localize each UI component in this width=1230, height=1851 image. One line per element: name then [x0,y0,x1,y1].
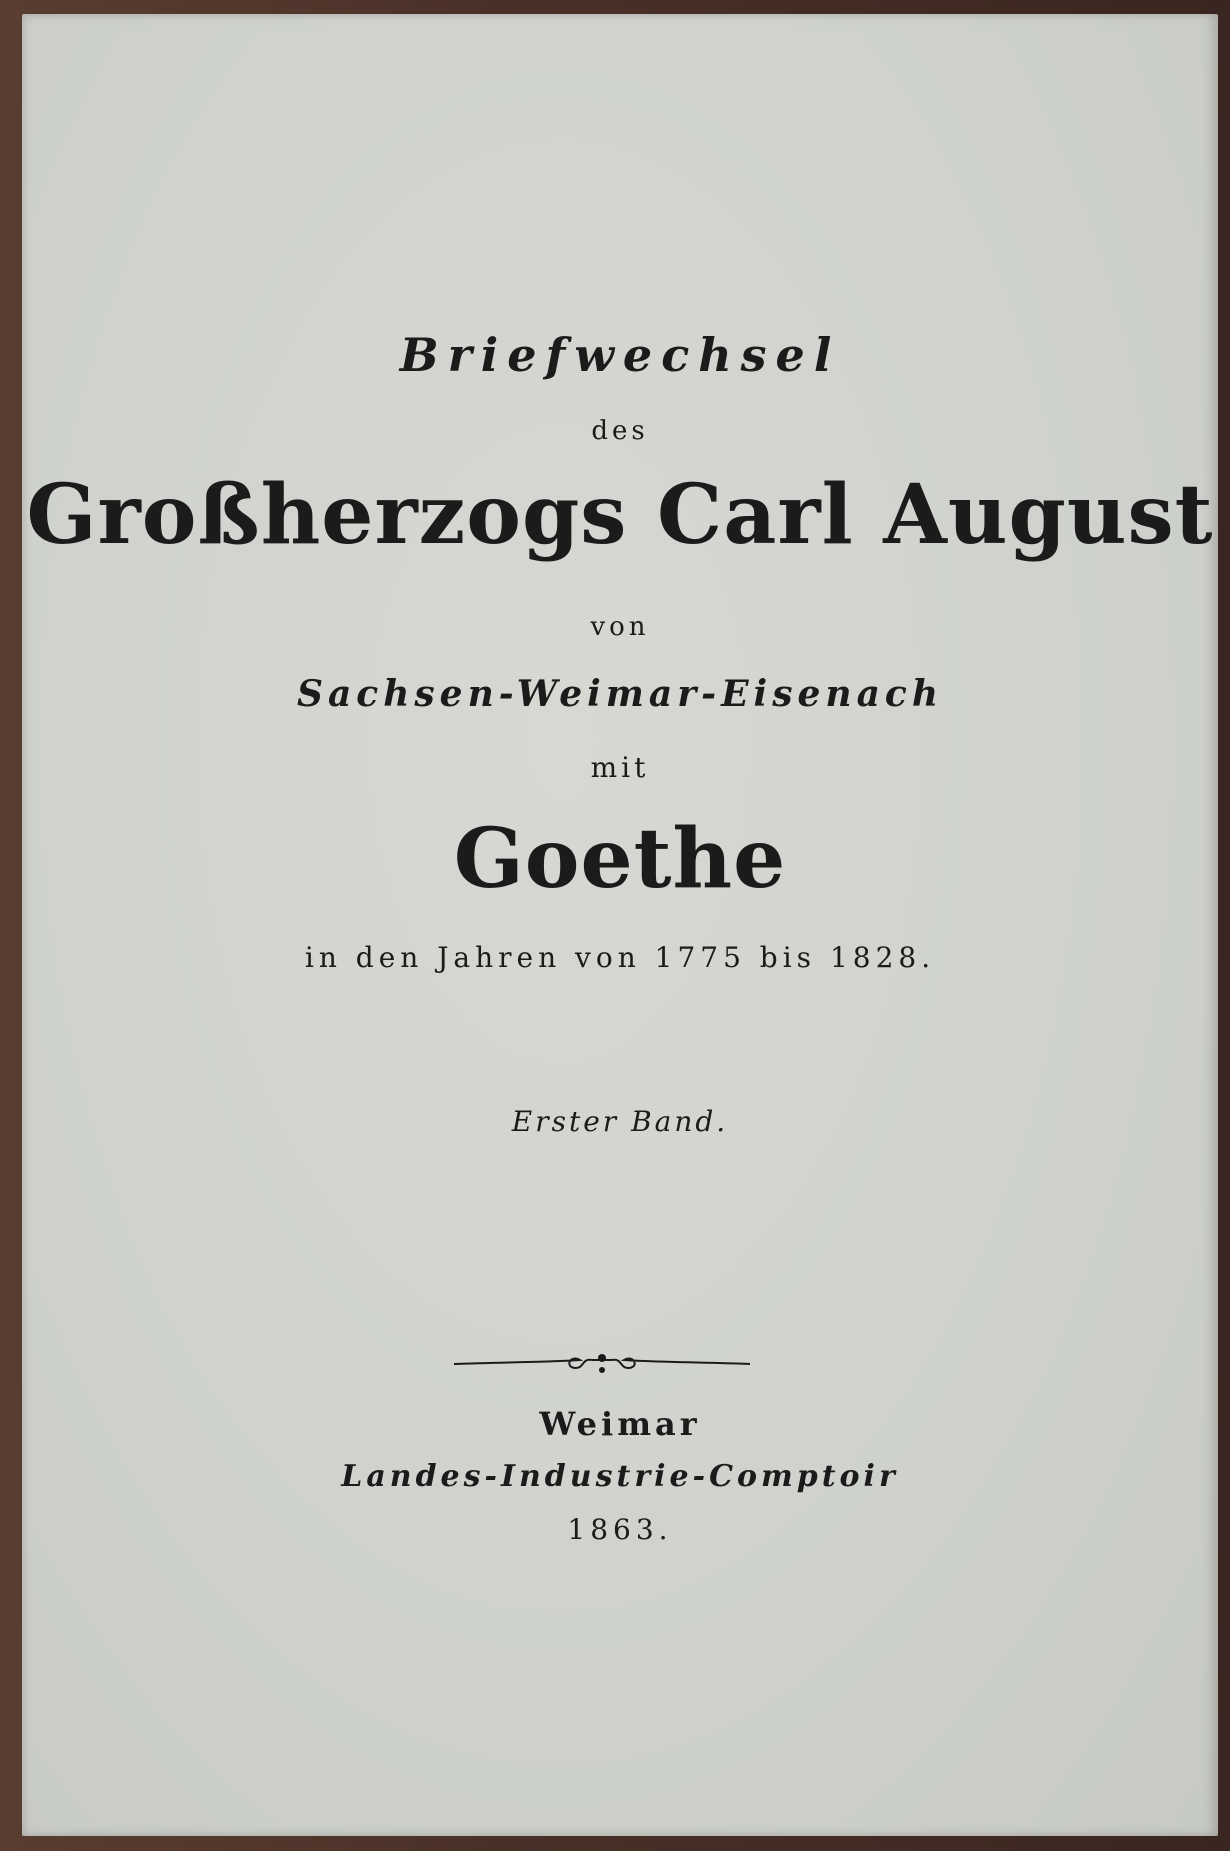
title-mit: mit [590,751,650,784]
imprint-publisher: Landes-Industrie-Comptoir [341,1459,899,1494]
imprint-year: 1863. [567,1513,673,1546]
volume-label: Erster Band. [511,1105,729,1138]
imprint-place: Weimar [539,1405,701,1443]
title-page [22,14,1218,1836]
title-des: des [591,416,649,446]
title-years: in den Jahren von 1775 bis 1828. [304,941,936,974]
ornament-divider-icon [452,1344,752,1384]
title-goethe: Goethe [453,811,787,907]
title-grossherzog: Großherzogs Carl August [26,467,1214,563]
title-sachsen-weimar: Sachsen-Weimar-Eisenach [296,673,944,715]
title-von: von [590,612,650,642]
title-briefwechsel: Briefwechsel [399,328,841,382]
